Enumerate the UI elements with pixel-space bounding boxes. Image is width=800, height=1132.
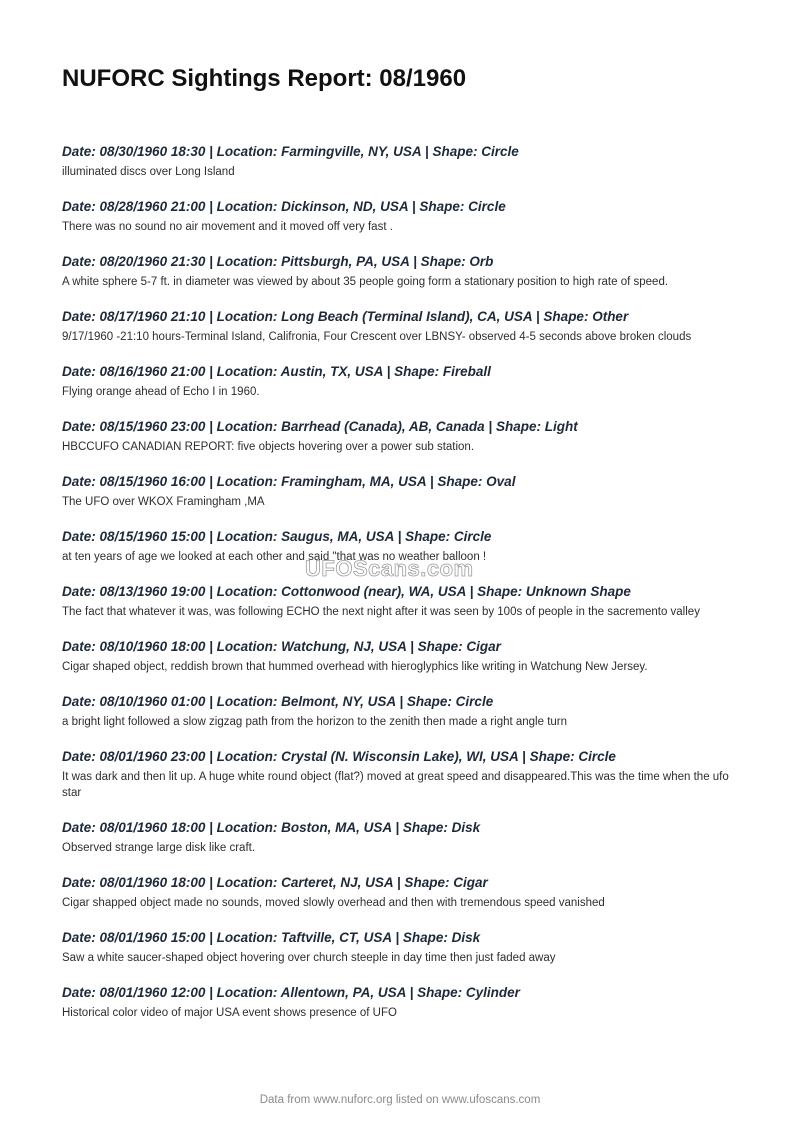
sighting-header: Date: 08/10/1960 18:00 | Location: Watchung, NJ, USA | Shape: Cigar [62, 639, 501, 654]
sighting-description: HBCCUFO CANADIAN REPORT: five objects hovering over a power sub station. [62, 441, 475, 453]
sighting-header: Date: 08/15/1960 23:00 | Location: Barrhead (Canada), AB, Canada | Shape: Light [62, 419, 578, 434]
watermark: UFOScans.com [305, 556, 474, 581]
sighting-header: Date: 08/17/1960 21:10 | Location: Long Beach (Terminal Island), CA, USA | Shape: Other [62, 309, 629, 324]
sightings-list [62, 143, 742, 1039]
sighting-description: Historical color video of major USA event shows presence of UFO [62, 1007, 397, 1019]
sighting-description: Saw a white saucer-shaped object hovering over church steeple in day time then just faded away [62, 952, 556, 964]
sighting-entry [62, 819, 742, 856]
sighting-entry [62, 143, 742, 180]
sighting-entry [62, 308, 742, 345]
sighting-entry [62, 528, 742, 565]
sighting-header: Date: 08/15/1960 15:00 | Location: Saugus, MA, USA | Shape: Circle [62, 529, 492, 544]
sighting-header: Date: 08/10/1960 01:00 | Location: Belmont, NY, USA | Shape: Circle [62, 694, 494, 709]
sighting-header: Date: 08/15/1960 16:00 | Location: Framingham, MA, USA | Shape: Oval [62, 474, 516, 489]
sighting-description: The UFO over WKOX Framingham ,MA [62, 496, 265, 508]
sighting-entry [62, 473, 742, 510]
sighting-entry [62, 638, 742, 675]
sighting-entry [62, 198, 742, 235]
sighting-entry [62, 363, 742, 400]
sighting-header: Date: 08/01/1960 12:00 | Location: Allentown, PA, USA | Shape: Cylinder [62, 985, 520, 1000]
sighting-description: There was no sound no air movement and it moved off very fast . [62, 221, 393, 233]
sighting-header: Date: 08/01/1960 18:00 | Location: Boston, MA, USA | Shape: Disk [62, 820, 481, 835]
page-title: NUFORC Sightings Report: 08/1960 [62, 65, 467, 92]
sighting-entry [62, 984, 742, 1021]
sighting-description: 9/17/1960 -21:10 hours-Terminal Island, Califronia, Four Crescent over LBNSY- observed 4-5 seconds above broken clouds [62, 331, 692, 343]
sighting-header: Date: 08/01/1960 23:00 | Location: Crystal (N. Wisconsin Lake), WI, USA | Shape: Circle [62, 749, 616, 764]
sighting-description: at ten years of age we looked at each other and said "that was no weather balloon ! [62, 551, 487, 563]
sighting-description: Observed strange large disk like craft. [62, 842, 256, 854]
sighting-entry [62, 748, 742, 801]
sighting-description: A white sphere 5-7 ft. in diameter was viewed by about 35 people going form a stationary position to high rate of speed. [62, 276, 669, 288]
page-footer: Data from www.nuforc.org listed on www.ufoscans.com [259, 1094, 541, 1106]
sighting-header: Date: 08/01/1960 18:00 | Location: Carteret, NJ, USA | Shape: Cigar [62, 875, 488, 890]
sighting-description: Cigar shapped object made no sounds, moved slowly overhead and then with tremendous speed vanished [62, 897, 605, 909]
sighting-description: Cigar shaped object, reddish brown that hummed overhead with hieroglyphics like writing in Watchung New Jersey. [62, 661, 648, 673]
sighting-header: Date: 08/30/1960 18:30 | Location: Farmingville, NY, USA | Shape: Circle [62, 144, 519, 159]
sighting-entry [62, 874, 742, 911]
sighting-entry [62, 583, 742, 620]
sighting-entry [62, 253, 742, 290]
sighting-description: The fact that whatever it was, was following ECHO the next night after it was seen by 100s of people in the sacremento valley [62, 606, 700, 618]
sighting-header: Date: 08/01/1960 15:00 | Location: Taftville, CT, USA | Shape: Disk [62, 930, 481, 945]
sighting-header: Date: 08/28/1960 21:00 | Location: Dickinson, ND, USA | Shape: Circle [62, 199, 506, 214]
sighting-entry [62, 929, 742, 966]
sighting-entry [62, 418, 742, 455]
sighting-header: Date: 08/13/1960 19:00 | Location: Cottonwood (near), WA, USA | Shape: Unknown Shape [62, 584, 631, 599]
sighting-entry [62, 693, 742, 730]
sighting-header: Date: 08/16/1960 21:00 | Location: Austin, TX, USA | Shape: Fireball [62, 364, 491, 379]
sighting-description: a bright light followed a slow zigzag path from the horizon to the zenith then made a right angle turn [62, 716, 568, 728]
sighting-description: Flying orange ahead of Echo I in 1960. [62, 386, 260, 398]
sighting-header: Date: 08/20/1960 21:30 | Location: Pittsburgh, PA, USA | Shape: Orb [62, 254, 494, 269]
sighting-description: illuminated discs over Long Island [62, 166, 235, 178]
sighting-description: It was dark and then lit up. A huge white round object (flat?) moved at great speed and disappeared.This was the time when the ufo star [62, 771, 729, 799]
